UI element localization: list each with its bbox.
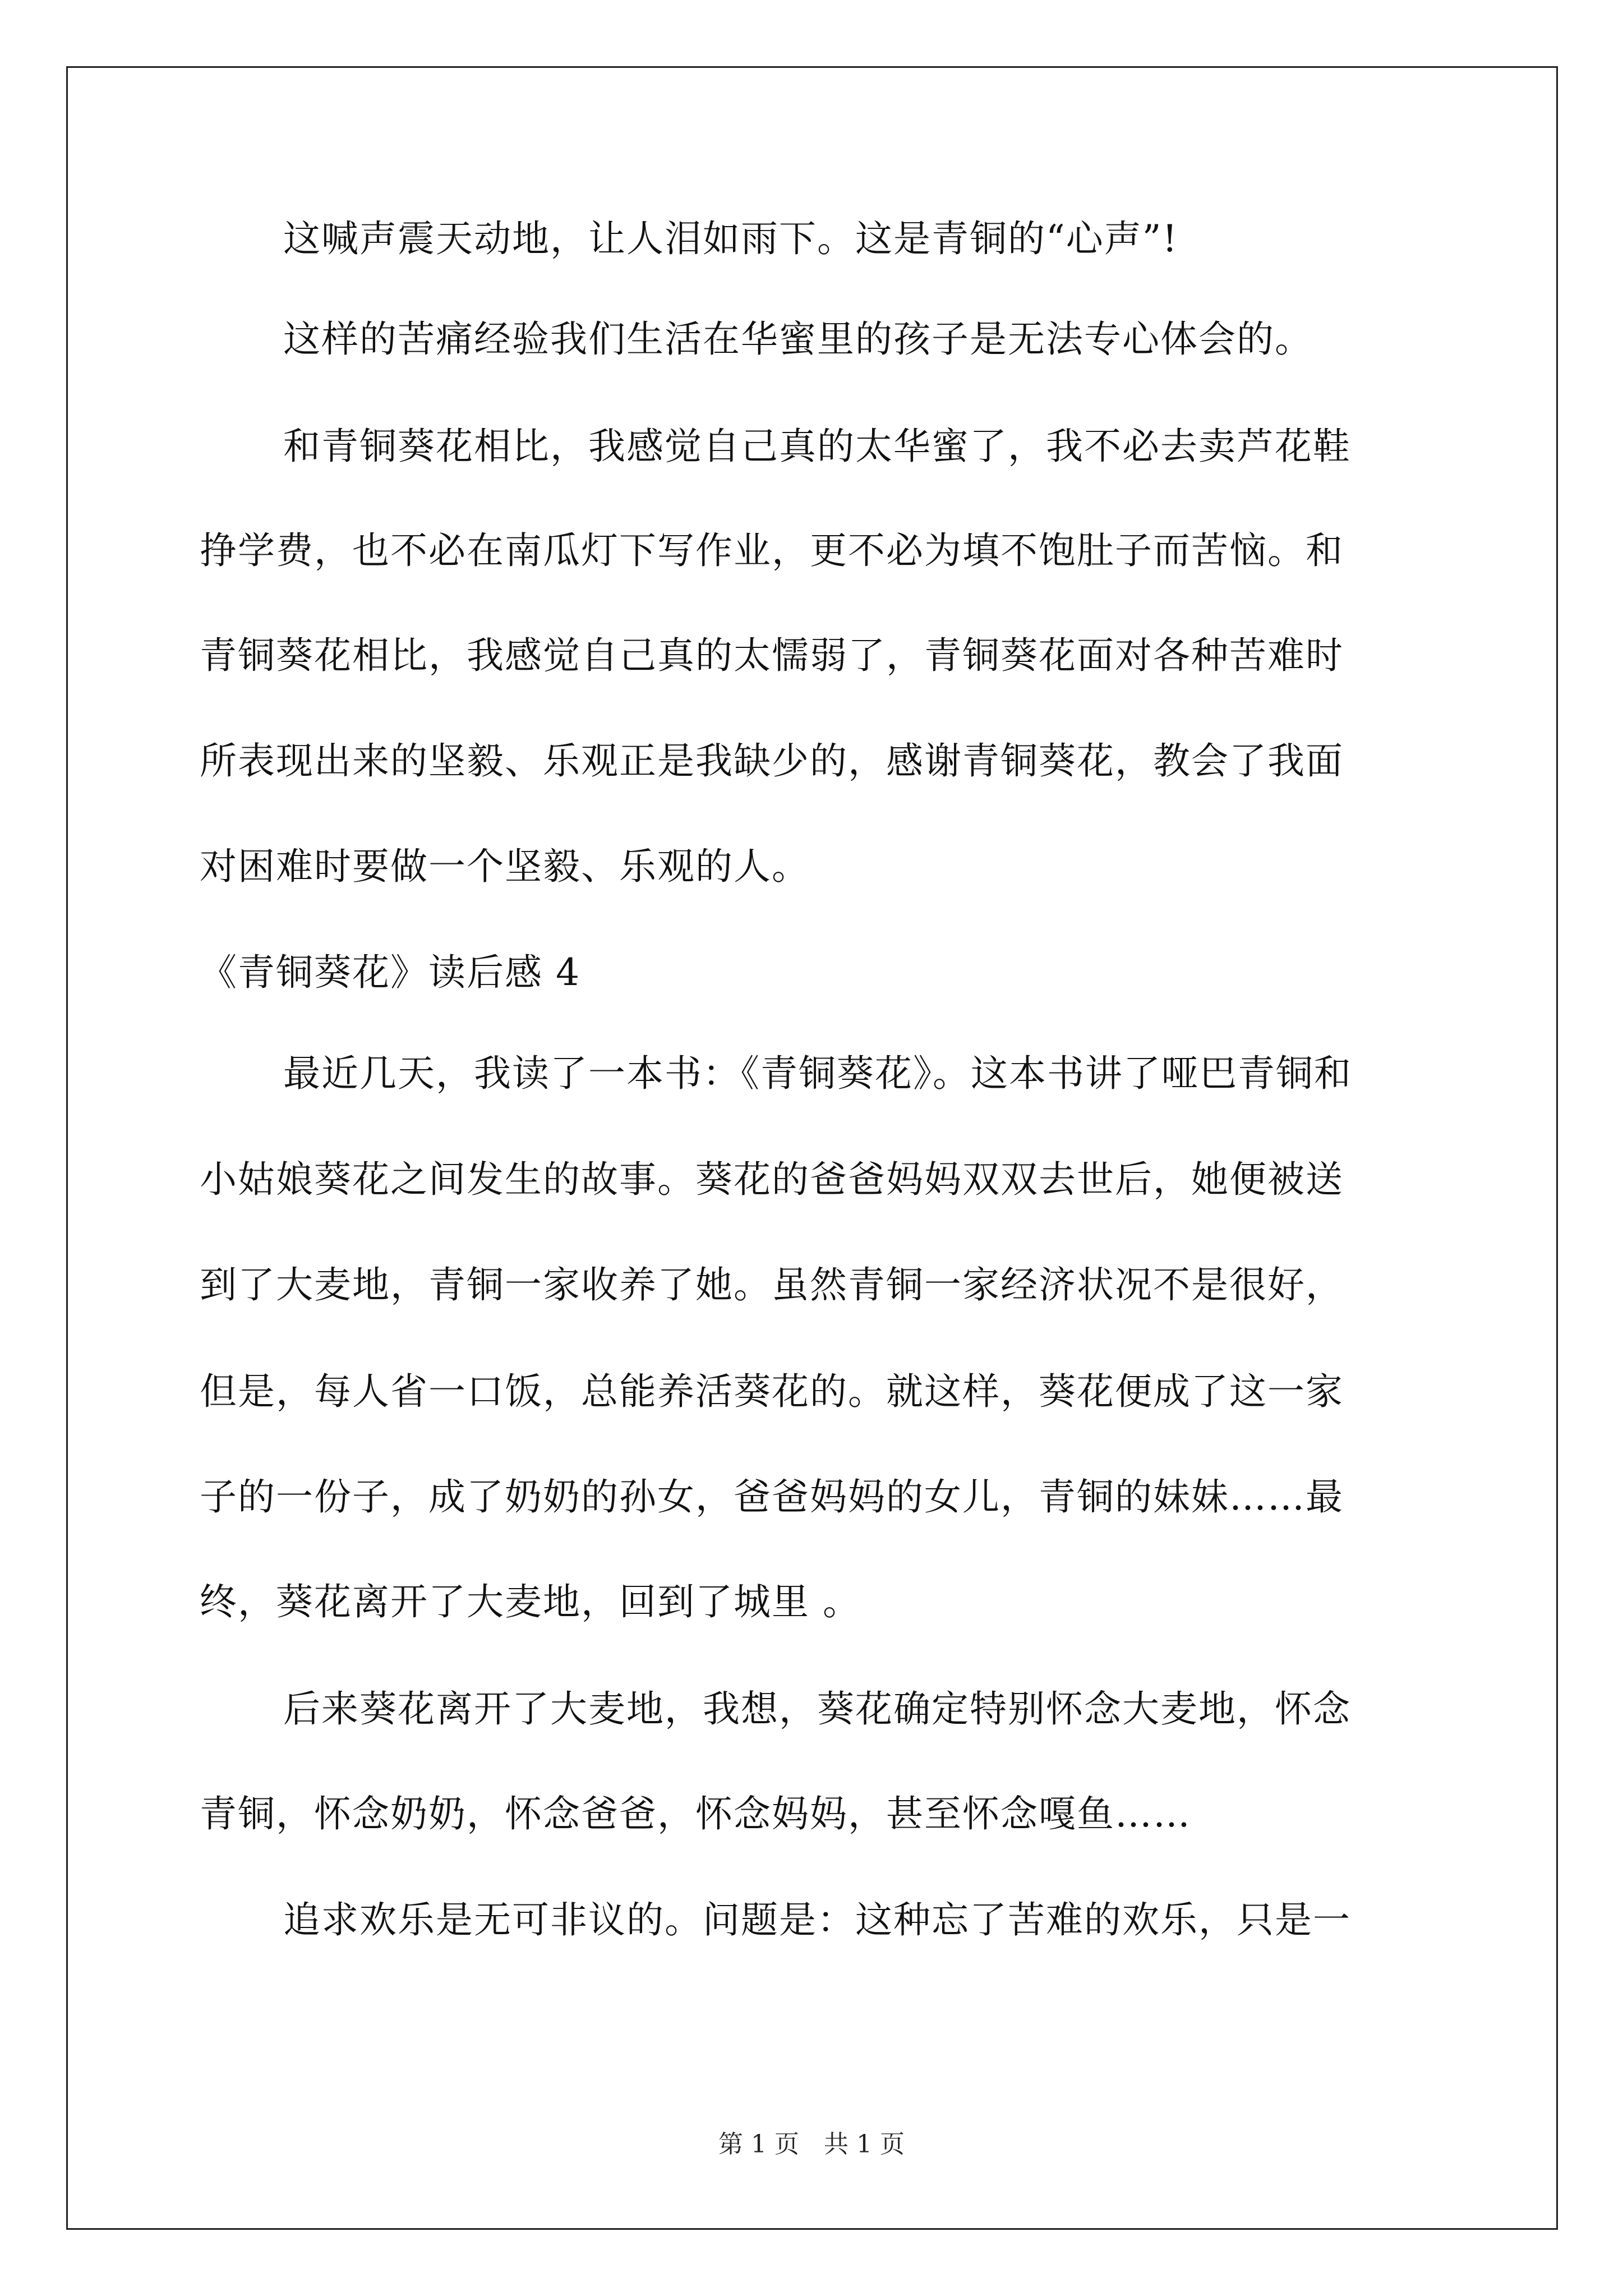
text-line: 青铜葵花相比，我感觉自己真的太懦弱了，青铜葵花面对各种苦难时	[200, 634, 1344, 677]
text-line: 追求欢乐是无可非议的。问题是：这种忘了苦难的欢乐，只是一	[283, 1898, 1351, 1941]
text-line: 后来葵花离开了大麦地，我想，葵花确定特别怀念大麦地，怀念	[283, 1687, 1351, 1731]
text-line: 对困难时要做一个坚毅、乐观的人。	[200, 845, 810, 888]
page-footer: 第 1 页 共 1 页	[718, 2130, 905, 2159]
text-line: 所表现出来的坚毅、乐观正是我缺少的，感谢青铜葵花，教会了我面	[200, 739, 1344, 783]
text-line: 小姑娘葵花之间发生的故事。葵花的爸爸妈妈双双去世后，她便被送	[200, 1158, 1344, 1201]
section-heading: 《青铜葵花》读后感 4	[200, 951, 580, 994]
text-line: 终，葵花离开了大麦地，回到了城里 。	[200, 1580, 861, 1623]
text-line: 青铜，怀念奶奶，怀念爸爸，怀念妈妈，甚至怀念嘎鱼……	[200, 1792, 1191, 1835]
text-line: 但是，每人省一口饭，总能养活葵花的。就这样，葵花便成了这一家	[200, 1370, 1344, 1413]
text-line: 子的一份子，成了奶奶的孙女，爸爸妈妈的女儿，青铜的妹妹……最	[200, 1475, 1344, 1519]
text-line: 挣学费，也不必在南瓜灯下写作业，更不必为填不饱肚子而苦恼。和	[200, 529, 1344, 572]
text-line: 到了大麦地，青铜一家收养了她。虽然青铜一家经济状况不是很好，	[200, 1263, 1344, 1306]
text-line: 和青铜葵花相比，我感觉自己真的太华蜜了，我不必去卖芦花鞋	[283, 425, 1351, 468]
text-line: 这样的苦痛经验我们生活在华蜜里的孩子是无法专心体会的。	[283, 318, 1313, 361]
text-line: 这喊声震天动地，让人泪如雨下。这是青铜的“心声”!	[283, 217, 1179, 260]
text-line: 最近几天，我读了一本书：《青铜葵花》。这本书讲了哑巴青铜和	[283, 1052, 1352, 1095]
